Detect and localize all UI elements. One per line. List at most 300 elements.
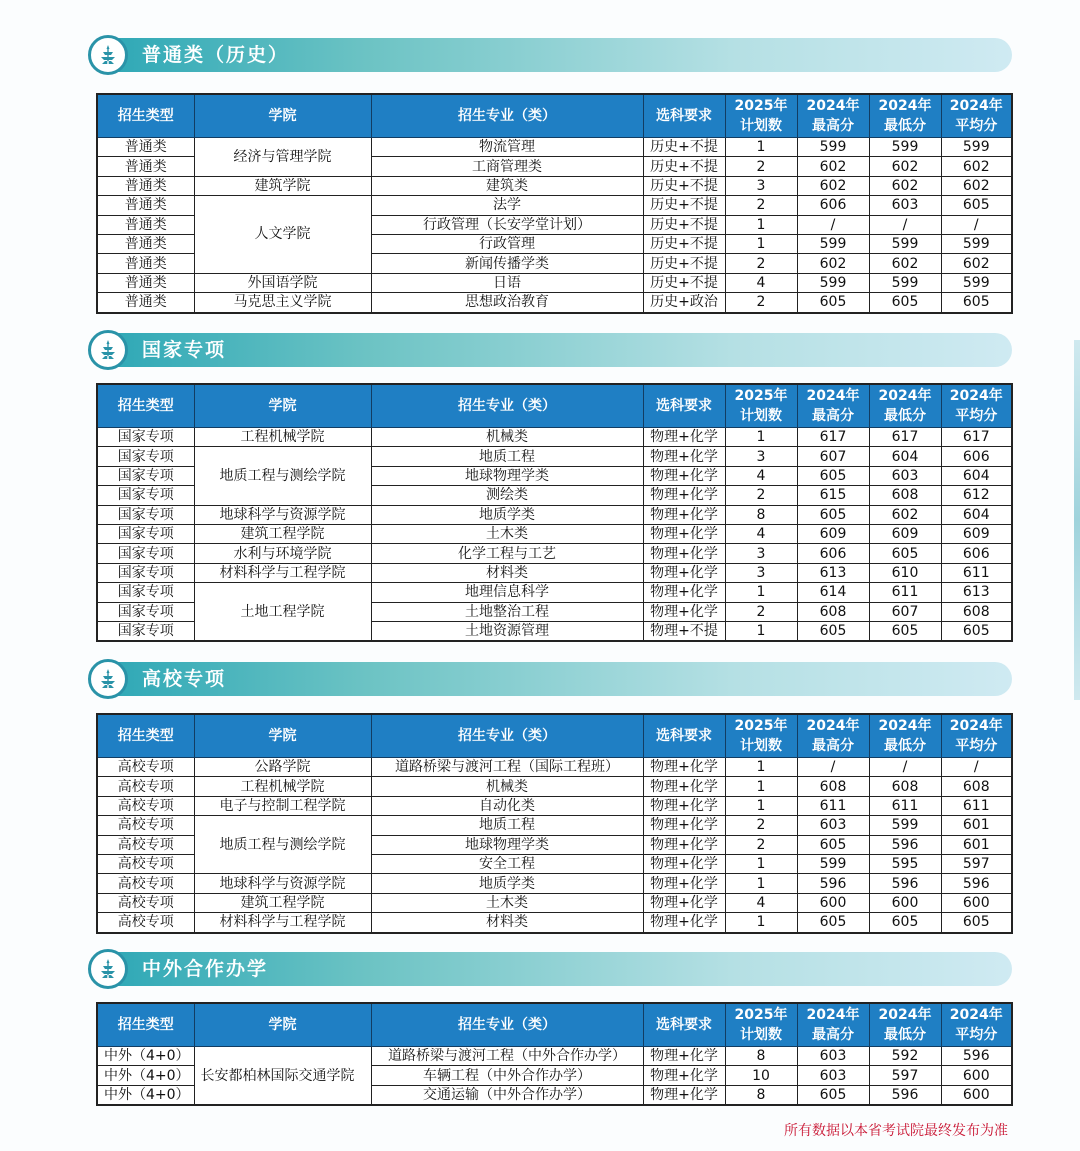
max-score-cell: / bbox=[797, 215, 869, 234]
table-row bbox=[97, 583, 1012, 602]
subject-requirement-cell: 物理+化学 bbox=[643, 874, 725, 893]
school-cell: 材料科学与工程学院 bbox=[194, 563, 371, 582]
plan-count-cell: 4 bbox=[725, 893, 797, 912]
max-score-cell: 605 bbox=[797, 835, 869, 854]
min-score-cell: 608 bbox=[869, 486, 941, 505]
min-score-cell: / bbox=[869, 215, 941, 234]
column-header-text: 2024年 bbox=[949, 718, 1003, 734]
plan-count-cell: 8 bbox=[725, 1047, 797, 1066]
column-header-text: 计划数 bbox=[740, 118, 782, 134]
table-row bbox=[97, 293, 1012, 313]
school-cell: 土地工程学院 bbox=[194, 583, 371, 642]
table-row bbox=[97, 176, 1012, 195]
avg-score-cell: 600 bbox=[941, 893, 1012, 912]
school-cell: 建筑工程学院 bbox=[194, 893, 371, 912]
plan-count-cell: 10 bbox=[725, 1066, 797, 1085]
admission-type-cell: 国家专项 bbox=[97, 524, 194, 543]
major-cell: 思想政治教育 bbox=[371, 293, 643, 313]
column-header bbox=[371, 1003, 643, 1047]
column-header-text: 2025年 bbox=[734, 98, 788, 114]
column-header-text: 2024年 bbox=[949, 388, 1003, 404]
banner-badge bbox=[88, 949, 128, 989]
table-row bbox=[97, 563, 1012, 582]
subject-requirement-cell: 物理+化学 bbox=[643, 1047, 725, 1066]
max-score-cell: 600 bbox=[797, 893, 869, 912]
avg-score-cell: 600 bbox=[941, 1066, 1012, 1085]
column-header bbox=[194, 94, 371, 138]
max-score-cell: / bbox=[797, 758, 869, 777]
subject-requirement-cell: 物理+化学 bbox=[643, 544, 725, 563]
major-cell: 行政管理（长安学堂计划） bbox=[371, 215, 643, 234]
max-score-cell: 606 bbox=[797, 196, 869, 215]
avg-score-cell: 612 bbox=[941, 486, 1012, 505]
admission-type-cell: 普通类 bbox=[97, 176, 194, 195]
school-cell: 公路学院 bbox=[194, 758, 371, 777]
plan-count-cell: 1 bbox=[725, 583, 797, 602]
max-score-cell: 617 bbox=[797, 428, 869, 447]
column-header-text: 2024年 bbox=[949, 98, 1003, 114]
min-score-cell: 596 bbox=[869, 1085, 941, 1105]
major-cell: 建筑类 bbox=[371, 176, 643, 195]
admission-type-cell: 高校专项 bbox=[97, 893, 194, 912]
avg-score-cell: 596 bbox=[941, 1047, 1012, 1066]
column-header-text: 计划数 bbox=[740, 738, 782, 754]
column-header-text: 招生专业（类） bbox=[458, 108, 556, 124]
table-row bbox=[97, 758, 1012, 777]
avg-score-cell: 604 bbox=[941, 505, 1012, 524]
min-score-cell: 605 bbox=[869, 913, 941, 933]
subject-requirement-cell: 历史+不提 bbox=[643, 157, 725, 176]
min-score-cell: 610 bbox=[869, 563, 941, 582]
max-score-cell: 606 bbox=[797, 544, 869, 563]
avg-score-cell: 599 bbox=[941, 273, 1012, 292]
min-score-cell: 617 bbox=[869, 428, 941, 447]
avg-score-cell: 605 bbox=[941, 913, 1012, 933]
avg-score-cell: 606 bbox=[941, 447, 1012, 466]
subject-requirement-cell: 历史+不提 bbox=[643, 273, 725, 292]
column-header-text: 招生专业（类） bbox=[458, 728, 556, 744]
table-header-row bbox=[97, 714, 1012, 758]
column-header-text: 2024年 bbox=[878, 718, 932, 734]
subject-requirement-cell: 物理+化学 bbox=[643, 777, 725, 796]
max-score-cell: 602 bbox=[797, 157, 869, 176]
min-score-cell: 611 bbox=[869, 796, 941, 815]
admission-type-cell: 中外（4+0） bbox=[97, 1085, 194, 1105]
max-score-cell: 605 bbox=[797, 621, 869, 641]
school-cell: 人文学院 bbox=[194, 196, 371, 274]
column-header-text: 选科要求 bbox=[656, 1017, 712, 1033]
subject-requirement-cell: 物理+不提 bbox=[643, 621, 725, 641]
min-score-cell: 605 bbox=[869, 293, 941, 313]
subject-requirement-cell: 历史+不提 bbox=[643, 234, 725, 253]
subject-requirement-cell: 物理+化学 bbox=[643, 505, 725, 524]
plan-count-cell: 1 bbox=[725, 215, 797, 234]
min-score-cell: 602 bbox=[869, 254, 941, 273]
max-score-cell: 615 bbox=[797, 486, 869, 505]
section-banner bbox=[90, 662, 1012, 696]
avg-score-cell: 604 bbox=[941, 466, 1012, 485]
major-cell: 地理信息科学 bbox=[371, 583, 643, 602]
column-header-text: 招生类型 bbox=[117, 728, 174, 744]
major-cell: 自动化类 bbox=[371, 796, 643, 815]
min-score-cell: 611 bbox=[869, 583, 941, 602]
major-cell: 材料类 bbox=[371, 563, 643, 582]
column-header-text: 2024年 bbox=[806, 388, 860, 404]
min-score-cell: 596 bbox=[869, 835, 941, 854]
column-header bbox=[643, 94, 725, 138]
plan-count-cell: 1 bbox=[725, 428, 797, 447]
subject-requirement-cell: 物理+化学 bbox=[643, 796, 725, 815]
column-header-text: 2024年 bbox=[878, 1007, 932, 1023]
column-header bbox=[643, 1003, 725, 1047]
admission-type-cell: 中外（4+0） bbox=[97, 1066, 194, 1085]
column-header-text: 最低分 bbox=[884, 738, 926, 754]
column-header bbox=[725, 384, 797, 428]
table-row bbox=[97, 1047, 1012, 1066]
column-header-text: 学院 bbox=[268, 1017, 297, 1033]
admission-table bbox=[96, 93, 1013, 314]
column-header bbox=[941, 94, 1012, 138]
column-header bbox=[97, 714, 194, 758]
column-header bbox=[869, 384, 941, 428]
max-score-cell: 607 bbox=[797, 447, 869, 466]
column-header-text: 招生类型 bbox=[117, 1017, 174, 1033]
plan-count-cell: 2 bbox=[725, 157, 797, 176]
admission-type-cell: 高校专项 bbox=[97, 913, 194, 933]
max-score-cell: 608 bbox=[797, 602, 869, 621]
subject-requirement-cell: 物理+化学 bbox=[643, 816, 725, 835]
subject-requirement-cell: 物理+化学 bbox=[643, 563, 725, 582]
subject-requirement-cell: 物理+化学 bbox=[643, 835, 725, 854]
admission-type-cell: 普通类 bbox=[97, 215, 194, 234]
column-header-text: 平均分 bbox=[955, 408, 998, 424]
table-row bbox=[97, 893, 1012, 912]
section-banner bbox=[90, 38, 1012, 72]
subject-requirement-cell: 物理+化学 bbox=[643, 913, 725, 933]
admission-type-cell: 普通类 bbox=[97, 138, 194, 157]
avg-score-cell: 605 bbox=[941, 196, 1012, 215]
column-header bbox=[643, 714, 725, 758]
school-cell: 长安都柏林国际交通学院 bbox=[194, 1047, 371, 1106]
admission-type-cell: 国家专项 bbox=[97, 505, 194, 524]
avg-score-cell: 601 bbox=[941, 816, 1012, 835]
subject-requirement-cell: 物理+化学 bbox=[643, 1066, 725, 1085]
major-cell: 地质学类 bbox=[371, 874, 643, 893]
major-cell: 道路桥梁与渡河工程（中外合作办学） bbox=[371, 1047, 643, 1066]
max-score-cell: 603 bbox=[797, 1047, 869, 1066]
subject-requirement-cell: 物理+化学 bbox=[643, 466, 725, 485]
school-cell: 地质工程与测绘学院 bbox=[194, 816, 371, 874]
subject-requirement-cell: 历史+不提 bbox=[643, 176, 725, 195]
avg-score-cell: 600 bbox=[941, 1085, 1012, 1105]
avg-score-cell: 606 bbox=[941, 544, 1012, 563]
max-score-cell: 605 bbox=[797, 913, 869, 933]
banner-badge bbox=[88, 35, 128, 75]
school-cell: 材料科学与工程学院 bbox=[194, 913, 371, 933]
avg-score-cell: 601 bbox=[941, 835, 1012, 854]
section-title: 中外合作办学 bbox=[142, 958, 269, 980]
pagoda-logo-icon bbox=[96, 338, 120, 362]
subject-requirement-cell: 历史+不提 bbox=[643, 138, 725, 157]
admission-table bbox=[96, 383, 1013, 642]
column-header bbox=[797, 384, 869, 428]
avg-score-cell: / bbox=[941, 215, 1012, 234]
major-cell: 测绘类 bbox=[371, 486, 643, 505]
admission-type-cell: 中外（4+0） bbox=[97, 1047, 194, 1066]
plan-count-cell: 1 bbox=[725, 777, 797, 796]
min-score-cell: 602 bbox=[869, 505, 941, 524]
avg-score-cell: 605 bbox=[941, 293, 1012, 313]
plan-count-cell: 4 bbox=[725, 524, 797, 543]
max-score-cell: 602 bbox=[797, 176, 869, 195]
school-cell: 建筑学院 bbox=[194, 176, 371, 195]
admission-type-cell: 国家专项 bbox=[97, 621, 194, 641]
major-cell: 地质工程 bbox=[371, 447, 643, 466]
admission-type-cell: 国家专项 bbox=[97, 486, 194, 505]
column-header-text: 最低分 bbox=[884, 408, 926, 424]
min-score-cell: 596 bbox=[869, 874, 941, 893]
column-header-text: 学院 bbox=[268, 108, 297, 124]
plan-count-cell: 1 bbox=[725, 854, 797, 873]
column-header bbox=[797, 1003, 869, 1047]
avg-score-cell: / bbox=[941, 758, 1012, 777]
column-header-text: 最低分 bbox=[884, 118, 926, 134]
avg-score-cell: 609 bbox=[941, 524, 1012, 543]
min-score-cell: 605 bbox=[869, 621, 941, 641]
max-score-cell: 596 bbox=[797, 874, 869, 893]
school-cell: 工程机械学院 bbox=[194, 777, 371, 796]
plan-count-cell: 4 bbox=[725, 273, 797, 292]
table-row bbox=[97, 544, 1012, 563]
avg-score-cell: 596 bbox=[941, 874, 1012, 893]
column-header bbox=[869, 94, 941, 138]
column-header-text: 2024年 bbox=[806, 98, 860, 114]
min-score-cell: 607 bbox=[869, 602, 941, 621]
column-header-text: 选科要求 bbox=[656, 108, 712, 124]
admission-type-cell: 高校专项 bbox=[97, 758, 194, 777]
major-cell: 化学工程与工艺 bbox=[371, 544, 643, 563]
major-cell: 交通运输（中外合作办学） bbox=[371, 1085, 643, 1105]
avg-score-cell: 602 bbox=[941, 157, 1012, 176]
major-cell: 材料类 bbox=[371, 913, 643, 933]
section-title: 国家专项 bbox=[142, 339, 227, 361]
major-cell: 物流管理 bbox=[371, 138, 643, 157]
plan-count-cell: 8 bbox=[725, 1085, 797, 1105]
subject-requirement-cell: 历史+政治 bbox=[643, 293, 725, 313]
column-header-text: 学院 bbox=[268, 728, 297, 744]
plan-count-cell: 2 bbox=[725, 602, 797, 621]
major-cell: 土地整治工程 bbox=[371, 602, 643, 621]
max-score-cell: 605 bbox=[797, 1085, 869, 1105]
pagoda-logo-icon bbox=[96, 667, 120, 691]
table-row bbox=[97, 874, 1012, 893]
column-header-text: 2024年 bbox=[878, 388, 932, 404]
avg-score-cell: 611 bbox=[941, 796, 1012, 815]
plan-count-cell: 2 bbox=[725, 254, 797, 273]
column-header bbox=[725, 1003, 797, 1047]
major-cell: 地质学类 bbox=[371, 505, 643, 524]
admission-type-cell: 国家专项 bbox=[97, 563, 194, 582]
table-row bbox=[97, 913, 1012, 933]
table-row bbox=[97, 428, 1012, 447]
admission-table bbox=[96, 1002, 1013, 1106]
subject-requirement-cell: 物理+化学 bbox=[643, 524, 725, 543]
min-score-cell: 603 bbox=[869, 196, 941, 215]
major-cell: 行政管理 bbox=[371, 234, 643, 253]
max-score-cell: 603 bbox=[797, 1066, 869, 1085]
edge-decoration bbox=[1074, 340, 1080, 700]
column-header bbox=[797, 94, 869, 138]
school-cell: 地球科学与资源学院 bbox=[194, 874, 371, 893]
admission-type-cell: 普通类 bbox=[97, 196, 194, 215]
pagoda-logo-icon bbox=[96, 43, 120, 67]
section-banner bbox=[90, 333, 1012, 367]
column-header bbox=[869, 714, 941, 758]
school-cell: 电子与控制工程学院 bbox=[194, 796, 371, 815]
column-header-text: 平均分 bbox=[955, 738, 998, 754]
plan-count-cell: 2 bbox=[725, 196, 797, 215]
subject-requirement-cell: 物理+化学 bbox=[643, 1085, 725, 1105]
column-header bbox=[941, 384, 1012, 428]
column-header-text: 最高分 bbox=[812, 408, 854, 424]
plan-count-cell: 8 bbox=[725, 505, 797, 524]
admission-type-cell: 国家专项 bbox=[97, 428, 194, 447]
major-cell: 车辆工程（中外合作办学） bbox=[371, 1066, 643, 1085]
max-score-cell: 609 bbox=[797, 524, 869, 543]
column-header-text: 2025年 bbox=[734, 718, 788, 734]
avg-score-cell: 605 bbox=[941, 621, 1012, 641]
column-header bbox=[371, 384, 643, 428]
min-score-cell: 592 bbox=[869, 1047, 941, 1066]
min-score-cell: 599 bbox=[869, 816, 941, 835]
major-cell: 地质工程 bbox=[371, 816, 643, 835]
column-header-text: 平均分 bbox=[955, 118, 998, 134]
column-header-text: 平均分 bbox=[955, 1027, 998, 1043]
max-score-cell: 613 bbox=[797, 563, 869, 582]
plan-count-cell: 1 bbox=[725, 758, 797, 777]
subject-requirement-cell: 物理+化学 bbox=[643, 854, 725, 873]
column-header-text: 招生专业（类） bbox=[458, 1017, 556, 1033]
subject-requirement-cell: 物理+化学 bbox=[643, 893, 725, 912]
major-cell: 机械类 bbox=[371, 428, 643, 447]
admission-type-cell: 普通类 bbox=[97, 234, 194, 253]
footer-note: 所有数据以本省考试院最终发布为准 bbox=[784, 1123, 1008, 1139]
min-score-cell: / bbox=[869, 758, 941, 777]
avg-score-cell: 611 bbox=[941, 563, 1012, 582]
major-cell: 安全工程 bbox=[371, 854, 643, 873]
max-score-cell: 605 bbox=[797, 505, 869, 524]
avg-score-cell: 599 bbox=[941, 234, 1012, 253]
admission-type-cell: 国家专项 bbox=[97, 544, 194, 563]
min-score-cell: 600 bbox=[869, 893, 941, 912]
major-cell: 土木类 bbox=[371, 893, 643, 912]
admission-type-cell: 高校专项 bbox=[97, 796, 194, 815]
avg-score-cell: 608 bbox=[941, 777, 1012, 796]
column-header-text: 计划数 bbox=[740, 408, 782, 424]
max-score-cell: 608 bbox=[797, 777, 869, 796]
column-header-text: 2024年 bbox=[878, 98, 932, 114]
max-score-cell: 614 bbox=[797, 583, 869, 602]
min-score-cell: 609 bbox=[869, 524, 941, 543]
pagoda-logo-icon bbox=[96, 957, 120, 981]
section-banner bbox=[90, 952, 1012, 986]
plan-count-cell: 1 bbox=[725, 913, 797, 933]
min-score-cell: 597 bbox=[869, 1066, 941, 1085]
major-cell: 机械类 bbox=[371, 777, 643, 796]
school-cell: 建筑工程学院 bbox=[194, 524, 371, 543]
subject-requirement-cell: 物理+化学 bbox=[643, 447, 725, 466]
school-cell: 外国语学院 bbox=[194, 273, 371, 292]
major-cell: 土地资源管理 bbox=[371, 621, 643, 641]
avg-score-cell: 597 bbox=[941, 854, 1012, 873]
admission-type-cell: 普通类 bbox=[97, 273, 194, 292]
admission-type-cell: 高校专项 bbox=[97, 874, 194, 893]
plan-count-cell: 3 bbox=[725, 563, 797, 582]
max-score-cell: 611 bbox=[797, 796, 869, 815]
plan-count-cell: 1 bbox=[725, 621, 797, 641]
min-score-cell: 602 bbox=[869, 157, 941, 176]
column-header bbox=[371, 714, 643, 758]
table-row bbox=[97, 196, 1012, 215]
plan-count-cell: 3 bbox=[725, 176, 797, 195]
avg-score-cell: 617 bbox=[941, 428, 1012, 447]
table-row bbox=[97, 447, 1012, 466]
avg-score-cell: 602 bbox=[941, 176, 1012, 195]
section-title: 普通类（历史） bbox=[142, 44, 290, 66]
column-header-text: 2025年 bbox=[734, 388, 788, 404]
admission-type-cell: 普通类 bbox=[97, 157, 194, 176]
min-score-cell: 605 bbox=[869, 544, 941, 563]
max-score-cell: 605 bbox=[797, 293, 869, 313]
column-header bbox=[194, 384, 371, 428]
min-score-cell: 608 bbox=[869, 777, 941, 796]
max-score-cell: 599 bbox=[797, 273, 869, 292]
admission-type-cell: 国家专项 bbox=[97, 447, 194, 466]
column-header bbox=[371, 94, 643, 138]
plan-count-cell: 1 bbox=[725, 138, 797, 157]
subject-requirement-cell: 历史+不提 bbox=[643, 254, 725, 273]
admission-type-cell: 普通类 bbox=[97, 254, 194, 273]
section-title: 高校专项 bbox=[142, 668, 227, 690]
plan-count-cell: 2 bbox=[725, 835, 797, 854]
subject-requirement-cell: 物理+化学 bbox=[643, 758, 725, 777]
column-header-text: 2024年 bbox=[806, 718, 860, 734]
admission-type-cell: 国家专项 bbox=[97, 466, 194, 485]
major-cell: 地球物理学类 bbox=[371, 835, 643, 854]
min-score-cell: 599 bbox=[869, 273, 941, 292]
column-header-text: 招生类型 bbox=[117, 108, 174, 124]
admission-type-cell: 国家专项 bbox=[97, 602, 194, 621]
min-score-cell: 604 bbox=[869, 447, 941, 466]
major-cell: 地球物理学类 bbox=[371, 466, 643, 485]
max-score-cell: 599 bbox=[797, 234, 869, 253]
column-header-text: 招生类型 bbox=[117, 398, 174, 414]
admission-type-cell: 普通类 bbox=[97, 293, 194, 313]
column-header-text: 最高分 bbox=[812, 738, 854, 754]
plan-count-cell: 3 bbox=[725, 447, 797, 466]
plan-count-cell: 2 bbox=[725, 816, 797, 835]
admission-table bbox=[96, 713, 1013, 934]
major-cell: 日语 bbox=[371, 273, 643, 292]
column-header bbox=[869, 1003, 941, 1047]
table-row bbox=[97, 796, 1012, 815]
table-row bbox=[97, 524, 1012, 543]
subject-requirement-cell: 物理+化学 bbox=[643, 583, 725, 602]
school-cell: 经济与管理学院 bbox=[194, 138, 371, 177]
subject-requirement-cell: 物理+化学 bbox=[643, 428, 725, 447]
min-score-cell: 603 bbox=[869, 466, 941, 485]
major-cell: 工商管理类 bbox=[371, 157, 643, 176]
